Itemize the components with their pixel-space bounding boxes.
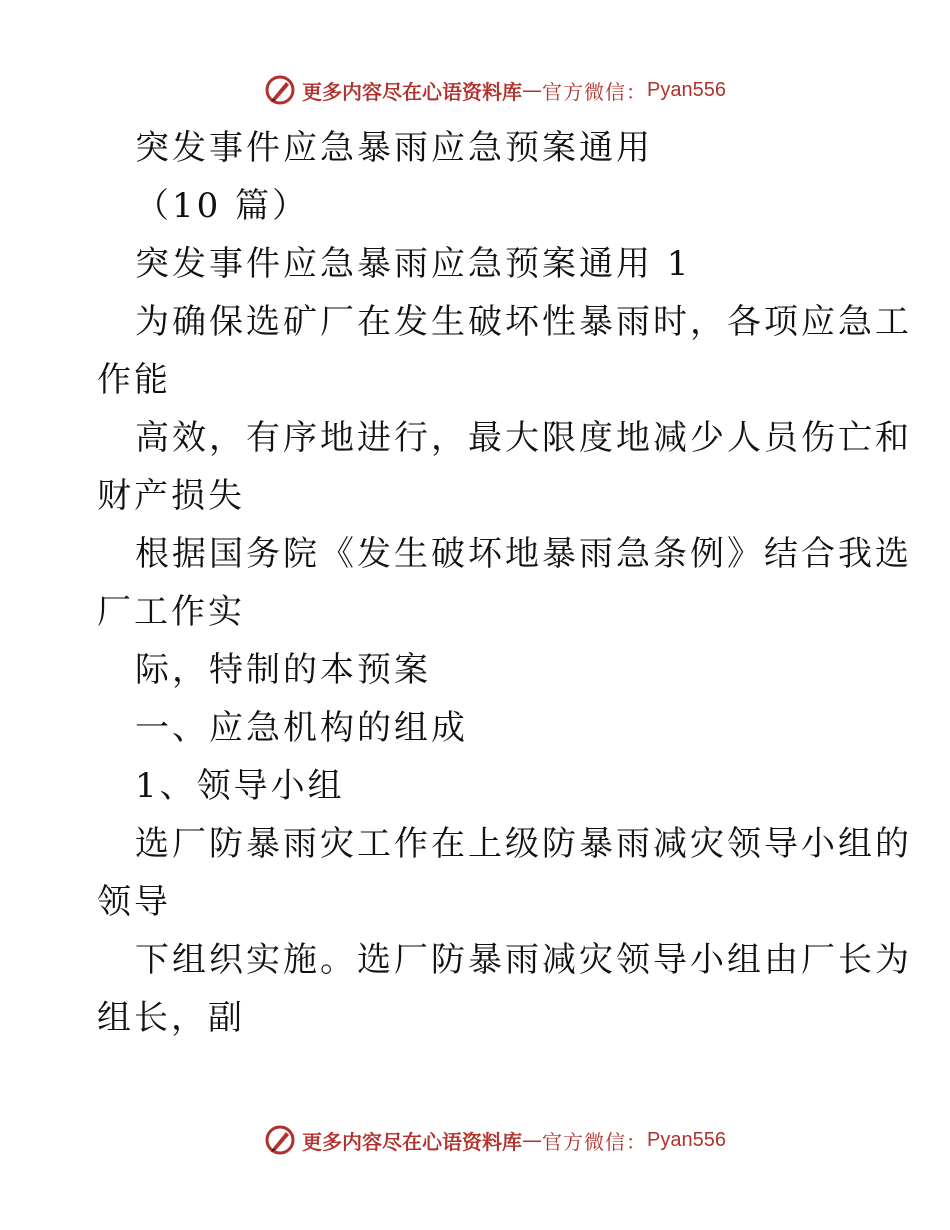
paragraph-line: 为确保选矿厂在发生破坏性暴雨时，各项应急工 (135, 302, 912, 342)
document-title: 突发事件应急暴雨应急预案通用 (135, 128, 653, 168)
header-banner (0, 70, 950, 110)
paragraph-line: 财产损失 (97, 476, 245, 516)
paragraph-line: 作能 (97, 360, 171, 400)
banner-wechat-label: 官方微信： (542, 79, 648, 104)
document-subtitle: （10 篇） (135, 186, 310, 226)
paragraph-line: 下组织实施。选厂防暴雨减灾领导小组由厂长为 (135, 940, 912, 980)
section-heading: 突发事件应急暴雨应急预案通用 1 (135, 244, 692, 284)
paragraph-line: 根据国务院《发生破坏地暴雨急条例》结合我选 (135, 534, 912, 574)
banner-brand: 更多内容尽在心语资料库 (302, 1129, 523, 1154)
paragraph-line: 选厂防暴雨灾工作在上级防暴雨减灾领导小组的 (135, 824, 912, 864)
pen-circle-logo-icon (264, 1124, 296, 1156)
pen-circle-logo-icon (264, 74, 296, 106)
section-heading: 一、应急机构的组成 (135, 708, 468, 748)
footer-banner (0, 1120, 950, 1160)
banner-separator: — (522, 78, 543, 102)
banner-brand: 更多内容尽在心语资料库 (302, 79, 523, 104)
banner-separator: — (522, 1128, 543, 1152)
banner-wechat-id: Pyan556 (647, 78, 726, 101)
paragraph-line: 厂工作实 (97, 592, 245, 632)
paragraph-line: 组长，副 (97, 998, 245, 1038)
paragraph-line: 高效，有序地进行，最大限度地减少人员伤亡和 (135, 418, 912, 458)
paragraph-line: 领导 (97, 882, 171, 922)
banner-wechat-label: 官方微信： (542, 1129, 648, 1154)
paragraph-line: 际，特制的本预案 (135, 650, 431, 690)
subsection-heading: 1、领导小组 (135, 766, 345, 806)
banner-wechat-id: Pyan556 (647, 1128, 726, 1151)
